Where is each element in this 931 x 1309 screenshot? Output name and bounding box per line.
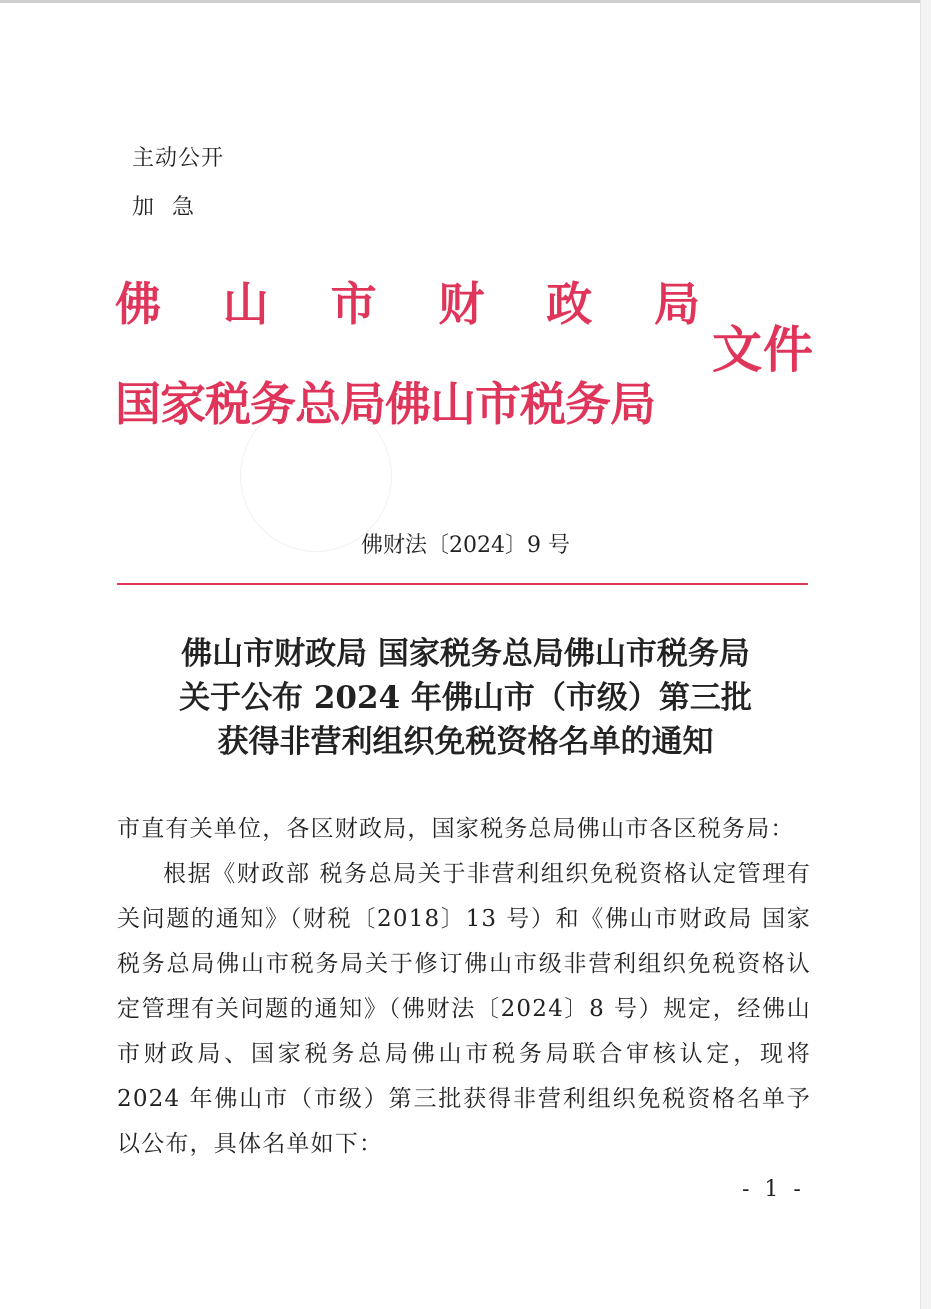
document-title — [0, 632, 931, 764]
issuer-char: 局 — [653, 277, 700, 331]
issuer-char: 政 — [546, 277, 593, 331]
issuer-finance-bureau — [115, 276, 700, 332]
document-number: 佛财法〔2024〕9 号 — [361, 533, 570, 558]
red-divider-line — [117, 583, 808, 585]
urgency-label: 加急 — [132, 195, 213, 220]
title-line-1: 佛山市财政局 国家税务总局佛山市税务局 — [181, 636, 750, 672]
page-number: - 1 - — [742, 1177, 805, 1202]
issuer-char: 佛 — [115, 277, 161, 331]
issuer-tax-bureau: 国家税务总局佛山市税务局 — [115, 377, 655, 431]
scan-edge-top — [0, 0, 920, 3]
issuer-char: 山 — [222, 277, 269, 331]
publicity-label: 主动公开 — [132, 146, 225, 171]
addressee-line: 市直有关单位，各区财政局，国家税务总局佛山市各区税务局： — [117, 816, 795, 842]
body-paragraph: 根据《财政部 税务总局关于非营利组织免税资格认定管理有关问题的通知》（财税〔2018〕13 号）和《佛山市财政局 国家税务总局佛山市税务局关于修订佛山市级非营利组织免税资格认定管理有关问题的通知》（佛财法〔2024〕8 号）规定，经佛山市财政局、国家税务总局佛山市税务局联合审核认定，现将 2024 年佛山市（市级）第三批获得非营利组织免税资格名单予以公布，具体名单如下： — [117, 861, 811, 1157]
title-line-2: 关于公布 2024 年佛山市（市级）第三批 — [179, 680, 752, 716]
issuer-char: 财 — [438, 277, 485, 331]
issuer-char: 市 — [330, 277, 377, 331]
document-body — [117, 807, 811, 1167]
document-type-label: 文件 — [712, 320, 814, 379]
title-line-3: 获得非营利组织免税资格名单的通知 — [217, 724, 714, 760]
